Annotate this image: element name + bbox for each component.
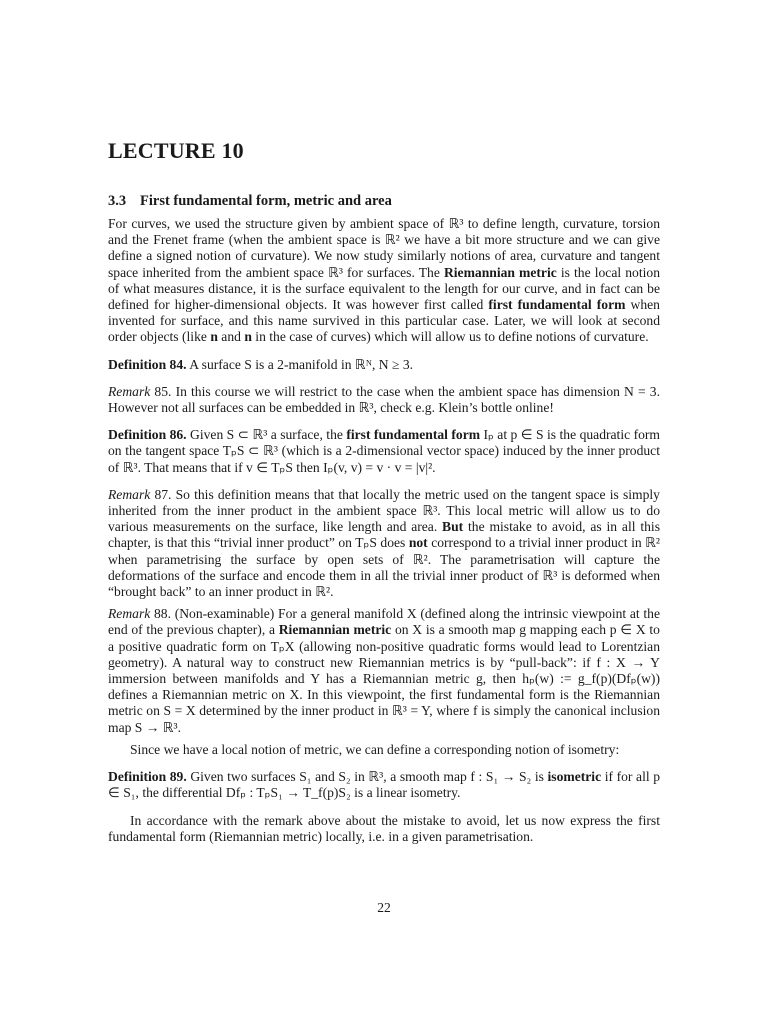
definition-label: Definition 89. xyxy=(108,769,187,785)
text-run: if for all p ∈ S₁, the differential Dfₚ : TₚS₁ → T_f(p)S₂ is a linear isometry. xyxy=(108,769,660,801)
term-but: But xyxy=(442,519,464,535)
definition-89 xyxy=(108,769,660,801)
text-run: on X is a smooth map g mapping each p ∈ X to a positive quadratic form on TₚX (allowing non-positive quadratic forms would lead to Lorentzian geometry). A natural way to construct new Riemannian metrics is by “pull-back”: if f : X → Y immersion between manifolds and Y has a Riemannian metric g, then hₚ(w) := g_f(p)(Dfₚ(w)) defines a Riemannian metric on X. In this viewpoint, the first fundamental form is the Riemannian metric on S = X determined by the inner product in ℝ³ = Y, where f is simply the canonical inclusion map S → ℝ³. xyxy=(108,622,660,735)
remark-number: 87. xyxy=(154,486,172,502)
text-run: in the case of curves) which will allow us to define notions of curvature. xyxy=(255,329,649,345)
remark-88 xyxy=(108,606,660,736)
text-run: For curves, we used the structure given by ambient space of ℝ³ to define length, curvature, torsion and the Frenet frame (when the ambient space is ℝ² we have a bit more structure and we can give define a signed notion of curvature). We now study similarly notions of area, curvature and tangent space inherited from the ambient space ℝ³ for surfaces. The xyxy=(108,216,660,280)
definition-label: Definition 86. xyxy=(108,427,187,443)
text-run: Given S ⊂ ℝ³ a surface, the xyxy=(190,427,343,443)
intro-paragraph xyxy=(108,216,660,346)
term-first-fundamental-form: first fundamental form xyxy=(488,297,626,313)
definition-86 xyxy=(108,427,660,476)
text-run: and xyxy=(221,329,241,345)
term-not: not xyxy=(408,535,428,551)
remark-number: 88. xyxy=(153,606,171,622)
remark-text: In this course we will restrict to the case when the ambient space has dimension N = 3. However not all surfaces can be embedded in ℝ³, check e.g. Klein’s bottle online! xyxy=(108,383,660,416)
section-title: First fundamental form, metric and area xyxy=(140,193,392,209)
term-isometric: isometric xyxy=(547,769,602,785)
body-text xyxy=(108,216,660,856)
section-number: 3.3 xyxy=(108,193,127,209)
remark-85 xyxy=(108,384,660,416)
definition-84 xyxy=(108,357,660,373)
term-first-fundamental-form: first fundamental form xyxy=(346,427,481,443)
definition-label: Definition 84. xyxy=(108,356,187,372)
term-riemannian-metric: Riemannian metric xyxy=(443,264,557,280)
lecture-title: LECTURE 10 xyxy=(108,138,244,163)
text-run: when invented for surface, and this name survived in this particular case. Later, we will look at second order objects (like xyxy=(108,297,660,345)
page-number: 22 xyxy=(377,900,391,915)
closing-paragraph: In accordance with the remark above about the mistake to avoid, let us now express the first fundamental form (Riemannian metric) locally, i.e. in a given parametrisation. xyxy=(108,812,660,844)
section-heading xyxy=(108,193,660,210)
remark-number: 85. xyxy=(154,383,172,399)
term-n: n xyxy=(210,329,218,345)
remark-label: Remark xyxy=(108,606,151,622)
text-run: is the local notion of what measures distance, it is the surface equivalent to the length for our curve, and in fact can be defined for higher-dimensional objects. It was however first called xyxy=(108,264,660,313)
isometry-intro: Since we have a local notion of metric, we can define a corresponding notion of isometry: xyxy=(130,741,620,757)
remark-label: Remark xyxy=(108,486,151,502)
definition-text: A surface S is a 2-manifold in ℝᴺ, N ≥ 3. xyxy=(189,356,414,372)
text-run: Iₚ at p ∈ S is the quadratic form on the tangent space TₚS ⊂ ℝ³ (which is a 2-dimensional vector space) induced by the inner product of ℝ³. That means that if v ∈ TₚS then Iₚ(v, v) = v · v = |v|². xyxy=(108,427,660,475)
term-n: n xyxy=(244,329,252,345)
remark-87 xyxy=(108,487,660,600)
text-run: the mistake to avoid, as in all this chapter, is that this “trivial inner product” on TₚS does xyxy=(108,519,660,551)
text-run: Given two surfaces S₁ and S₂ in ℝ³, a smooth map f : S₁ → S₂ is xyxy=(190,769,544,785)
remark-label: Remark xyxy=(108,383,151,399)
text-run: correspond to a trivial inner product in ℝ² when parametrising the surface by open sets of ℝ². The parametrisation will capture the deformations of the surface and encode them in all the trivial inner product of ℝ³ is deformed when “brought back” to an inner product in ℝ². xyxy=(108,535,660,600)
text-run: (Non-examinable) For a general manifold X (defined along the intrinsic viewpoint at the end of the previous chapter), a xyxy=(108,606,660,638)
term-riemannian-metric: Riemannian metric xyxy=(278,622,392,638)
text-run: So this definition means that that locally the metric used on the tangent space is simply inherited from the inner product in the ambient space ℝ³. This local metric will allow us to do various measurements on the surface, like length and area. xyxy=(108,486,660,535)
